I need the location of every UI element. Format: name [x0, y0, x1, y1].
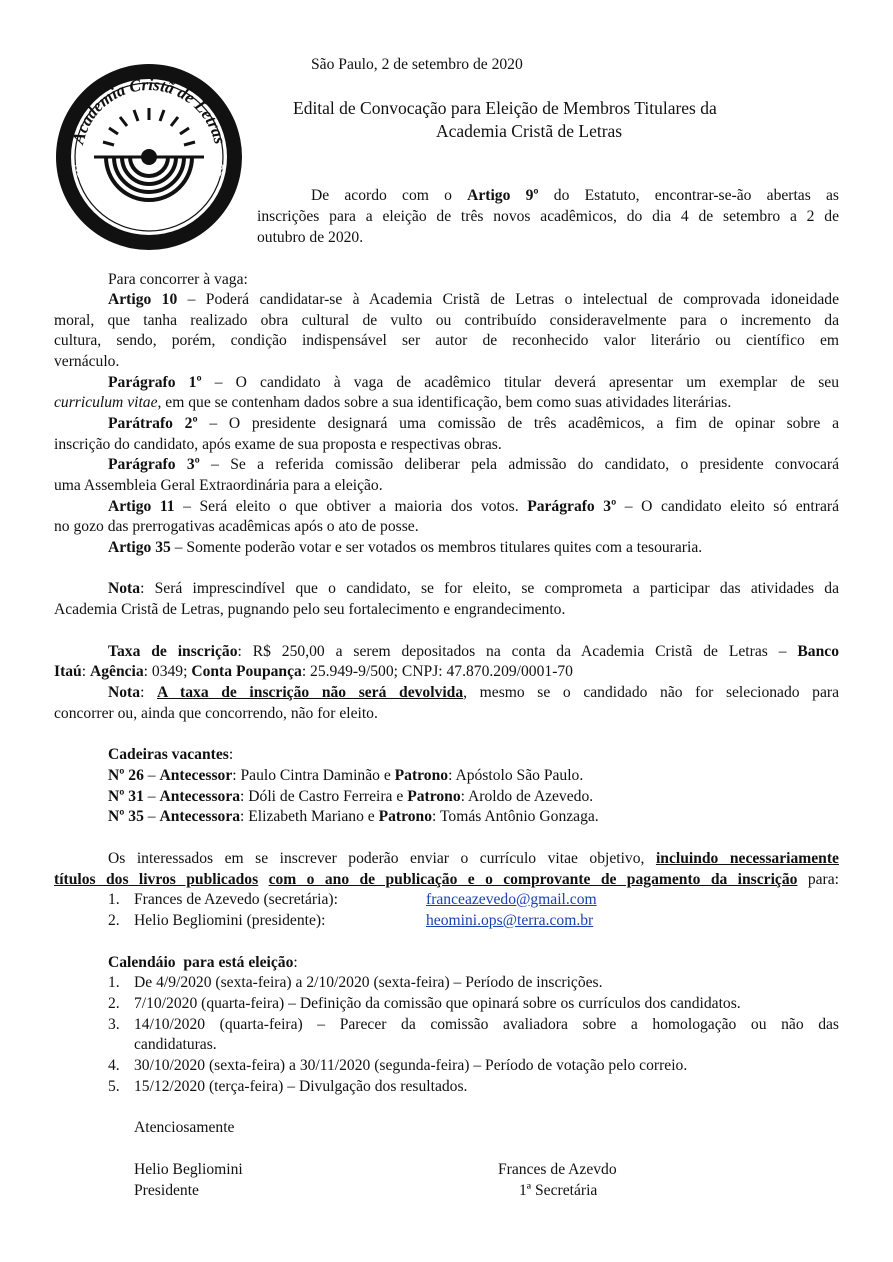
submit-line1: Os interessados em se inscrever poderão enviar o currículo vitae objetivo, incluindo necessariamente [108, 850, 839, 867]
submit-line2: títulos dos livros publicados com o ano de publicação e o comprovante de pagamento da inscrição para: [54, 871, 839, 888]
intro-line3: outubro de 2020. [257, 229, 364, 246]
paragraph-1-line2: curriculum vitae, em que se contenham dados sobre a sua identificação, bem como suas atividades literárias. [54, 394, 732, 411]
calendar-item-number: 5. [108, 1078, 120, 1095]
calendar-item: 15/12/2020 (terça-feira) – Divulgação dos resultados. [134, 1078, 468, 1095]
closing-salutation: Atenciosamente [134, 1119, 235, 1136]
calendar-item-number: 1. [108, 974, 120, 991]
contact-number: 1. [108, 891, 120, 908]
calendar-item: 14/10/2020 (quarta-feira) – Parecer da comissão avaliadora sobre a homologação ou não das [134, 1016, 839, 1033]
calendar-item: De 4/9/2020 (sexta-feira) a 2/10/2020 (sexta-feira) – Período de inscrições. [134, 974, 603, 991]
note-line1: Nota: Será imprescindível que o candidato, se for eleito, se comprometa a participar das atividades da [108, 580, 839, 597]
article-10-line1: Artigo 10 – Poderá candidatar-se à Academia Cristã de Letras o intelectual de comprovada idoneidade [108, 291, 840, 308]
paragraph-2-line2: inscrição do candidato, após exame de sua proposta e respectivas obras. [54, 436, 502, 453]
chair-item: Nº 31 – Antecessora: Dóli de Castro Ferreira e Patrono: Aroldo de Azevedo. [108, 788, 594, 805]
calendar-item-number: 4. [108, 1057, 120, 1074]
signature-secretary-name: Frances de Azevdo [498, 1161, 617, 1178]
academy-logo [54, 62, 244, 252]
calendar-item-number: 3. [108, 1016, 120, 1033]
contact-name: Helio Begliomini (presidente): [134, 912, 326, 929]
article-11-line1: Artigo 11 – Será eleito o que obtiver a maioria dos votos. Parágrafo 3º – O candidato eleito só entrará [108, 498, 839, 515]
signature-president-name: Helio Begliomini [134, 1161, 243, 1178]
article-11-line2: no gozo das prerrogativas acadêmicas após o ato de posse. [54, 518, 419, 535]
calendar-heading: Calendáio para está eleição: [108, 954, 298, 971]
signature-president-role: Presidente [134, 1182, 199, 1199]
article-10-line2: moral, que tanha realizado obra cultural de vulto ou contribuído consideravelmente para o incremento da [54, 312, 839, 329]
logo-top-text: Academia Cristã de Letras [68, 74, 230, 146]
contact-name: Frances de Azevedo (secretária): [134, 891, 338, 908]
contact-number: 2. [108, 912, 120, 929]
calendar-item: 7/10/2020 (quarta-feira) – Definição da comissão que opinará sobre os currículos dos candidatos. [134, 995, 741, 1012]
document-title-line2: Academia Cristã de Letras [436, 121, 623, 141]
intro-line1: De acordo com o Artigo 9º do Estatuto, encontrar-se-ão abertas as [311, 187, 839, 204]
paragraph-2-line1: Parátrafo 2º – O presidente designará uma comissão de três acadêmicos, a fim de opinar sobre a [108, 415, 839, 432]
fee-line1: Taxa de inscrição: R$ 250,00 a serem depositados na conta da Academia Cristã de Letras – Banco [108, 643, 839, 660]
email-link-secretary[interactable]: franceazevedo@gmail.com [426, 891, 597, 908]
signature-secretary-role: 1ª Secretária [519, 1182, 598, 1199]
calendar-item: 30/10/2020 (sexta-feira) a 30/11/2020 (segunda-feira) – Período de votação pelo correio. [134, 1057, 688, 1074]
logo-bottom-text: NDE HAJA TREVAS QUE EU LEVE A LU [71, 161, 227, 229]
chair-item: Nº 35 – Antecessora: Elizabeth Mariano e Patrono: Tomás Antônio Gonzaga. [108, 808, 599, 825]
intro-line2: inscrições para a eleição de três novos acadêmicos, do dia 4 de setembro a 2 de [257, 208, 839, 225]
article-10-line3: cultura, sendo, porém, condição indispensável ser autor de reconhecido valor literário ou científico em [54, 332, 839, 349]
document-title-line1: Edital de Convocação para Eleição de Membros Titulares da [293, 98, 717, 118]
calendar-item-number: 2. [108, 995, 120, 1012]
fee-line2: Itaú: Agência: 0349; Conta Poupança: 25.949-9/500; CNPJ: 47.870.209/0001-70 [54, 663, 573, 680]
email-link-president[interactable]: heomini.ops@terra.com.br [426, 912, 594, 929]
requirements-heading: Para concorrer à vaga: [108, 271, 248, 288]
article-35: Artigo 35 – Somente poderão votar e ser votados os membros titulares quites com a tesouraria. [108, 539, 703, 556]
chairs-heading: Cadeiras vacantes: [108, 746, 234, 763]
paragraph-3-line1: Parágrafo 3º – Se a referida comissão deliberar pela admissão do candidato, o presidente convocará [108, 456, 839, 473]
paragraph-3-line2: uma Assembleia Geral Extraordinária para a eleição. [54, 477, 383, 494]
paragraph-1-line1: Parágrafo 1º – O candidato à vaga de acadêmico titular deverá apresentar um exemplar de seu [108, 374, 839, 391]
chair-item: Nº 26 – Antecessor: Paulo Cintra Daminão e Patrono: Apóstolo São Paulo. [108, 767, 584, 784]
place-date: São Paulo, 2 de setembro de 2020 [311, 56, 523, 73]
fee-note-line1: Nota: A taxa de inscrição não será devolvida, mesmo se o candidado não for selecionado para [108, 684, 839, 701]
note-line2: Academia Cristã de Letras, pugnando pelo seu fortalecimento e engrandecimento. [54, 601, 566, 618]
calendar-item-continued: candidaturas. [134, 1036, 217, 1053]
article-10-line4: vernáculo. [54, 353, 120, 370]
fee-note-line2: concorrer ou, ainda que concorrendo, não for eleito. [54, 705, 378, 722]
